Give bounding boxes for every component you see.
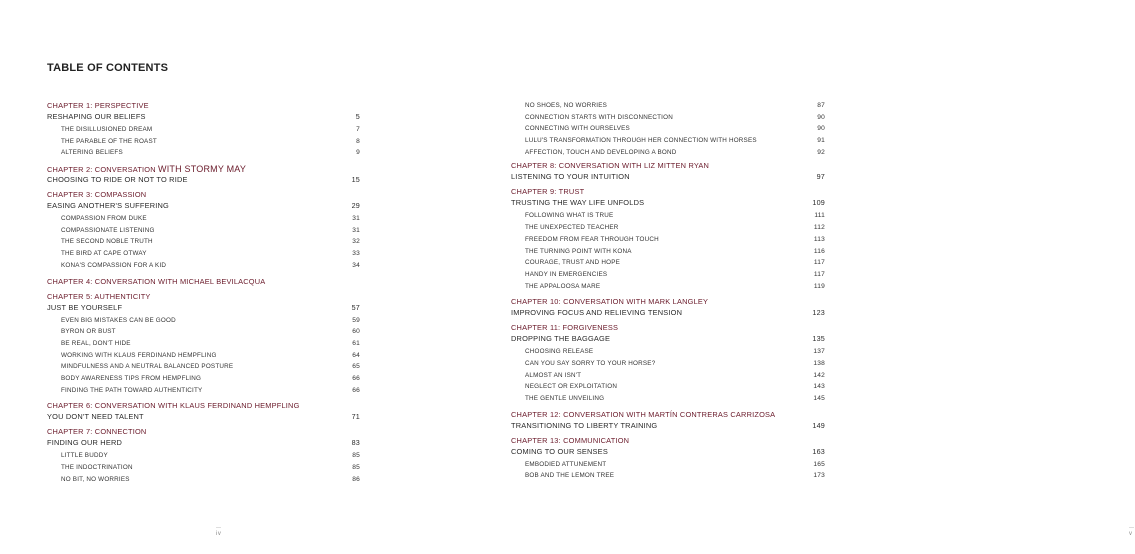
chapter-block	[47, 292, 360, 397]
chapter-block	[47, 277, 360, 287]
toc-entry-label: EVEN BIG MISTAKES CAN BE GOOD	[61, 316, 176, 324]
chapter-title-text: CHAPTER 12: CONVERSATION WITH MARTÍN CONTRERAS CARRIZOSA	[511, 409, 776, 419]
chapter-title[interactable]	[47, 164, 360, 174]
toc-entry-label: ALTERING BELIEFS	[61, 149, 123, 157]
toc-entry-label: CAN YOU SAY SORRY TO YOUR HORSE?	[525, 359, 656, 367]
chapter-subtitle[interactable]	[47, 411, 360, 422]
toc-entry[interactable]	[47, 136, 360, 148]
folio-ornament: —	[1129, 525, 1135, 531]
toc-entry-label: LULU'S TRANSFORMATION THROUGH HER CONNECTION WITH HORSES	[525, 137, 757, 145]
toc-entry-page: 7	[356, 126, 360, 133]
chapter-page: 5	[355, 112, 360, 121]
chapter-title-text: CHAPTER 1: PERSPECTIVE	[47, 101, 149, 110]
chapter-subtitle-text: RESHAPING OUR BELIEFS	[47, 112, 146, 121]
toc-entry-page: 91	[817, 137, 825, 145]
chapter-title[interactable]	[47, 401, 360, 411]
chapter-subtitle-text: TRANSITIONING TO LIBERTY TRAINING	[511, 420, 658, 430]
toc-entry-page: 60	[352, 328, 360, 336]
chapter-block	[511, 323, 825, 404]
toc-entry[interactable]	[511, 222, 825, 234]
chapter-title-text: CHAPTER 11: FORGIVENESS	[511, 323, 619, 333]
toc-entry-label: LITTLE BUDDY	[61, 452, 108, 460]
toc-entry[interactable]	[511, 257, 825, 269]
chapter-subtitle-text: TRUSTING THE WAY LIFE UNFOLDS	[511, 198, 645, 208]
toc-entry[interactable]	[47, 124, 360, 136]
chapter-page: 149	[812, 420, 825, 430]
toc-entry[interactable]	[47, 260, 360, 272]
toc-entry-page: 33	[352, 250, 360, 258]
chapter-subtitle-text: CHOOSING TO RIDE OR NOT TO RIDE	[47, 175, 188, 185]
toc-entry-label: BOB AND THE LEMON TREE	[525, 472, 615, 480]
chapter-page: 57	[351, 302, 360, 312]
toc-entry-page: 66	[352, 386, 360, 394]
continued-items	[511, 100, 825, 158]
toc-entry-label: WORKING WITH KLAUS FERDINAND HEMPFLING	[61, 351, 217, 359]
toc-entry-page: 111	[814, 212, 825, 220]
chapter-subtitle[interactable]	[47, 437, 360, 448]
chapter-title-text: CHAPTER 5: AUTHENTICITY	[47, 291, 151, 301]
toc-entry-label: COMPASSION FROM DUKE	[61, 215, 147, 223]
toc-entry[interactable]	[511, 123, 825, 135]
chapter-title[interactable]	[47, 427, 360, 437]
chapter-block	[47, 401, 360, 422]
toc-entry-label: NO SHOES, NO WORRIES	[525, 102, 608, 109]
chapter-title-text: CHAPTER 7: CONNECTION	[47, 427, 147, 437]
toc-entry-label: CONNECTING WITH OURSELVES	[525, 125, 630, 133]
chapter-title-text: CHAPTER 9: TRUST	[511, 187, 585, 197]
toc-entry-label: COURAGE, TRUST AND HOPE	[525, 259, 620, 267]
toc-entry[interactable]	[511, 135, 825, 147]
chapter-title[interactable]	[511, 187, 825, 197]
toc-entry[interactable]	[47, 213, 360, 225]
toc-entry-label: THE DISILLUSIONED DREAM	[61, 126, 153, 133]
toc-entry[interactable]	[511, 281, 825, 293]
chapter-title-text: CHAPTER 10: CONVERSATION WITH MARK LANGLEY	[511, 297, 709, 307]
chapter-title[interactable]	[511, 297, 825, 307]
toc-entry[interactable]	[511, 147, 825, 159]
toc-entry-label: NEGLECT OR EXPLOITATION	[525, 383, 618, 391]
chapter-subtitle[interactable]	[47, 302, 360, 313]
toc-entry[interactable]	[511, 459, 825, 471]
toc-entry[interactable]	[47, 315, 360, 327]
chapter-page: 29	[351, 201, 360, 211]
chapter-subtitle[interactable]	[47, 200, 360, 211]
toc-entry-label: THE GENTLE UNVEILING	[525, 395, 605, 402]
toc-entry[interactable]	[47, 373, 360, 385]
toc-entry-label: THE INDOCTRINATION	[61, 464, 133, 471]
folio-left-number: iv	[216, 531, 222, 537]
toc-entry-page: 119	[813, 282, 825, 290]
toc-entry-page: 85	[352, 452, 360, 460]
chapter-title[interactable]	[511, 436, 825, 446]
chapter-block	[47, 190, 360, 271]
toc-entry[interactable]	[47, 326, 360, 338]
right-chapters	[511, 161, 825, 482]
toc-entry-page: 61	[352, 339, 360, 347]
chapter-title-text: CHAPTER 4: CONVERSATION WITH MICHAEL BEVILACQUA	[47, 276, 266, 286]
toc-entry-page: 85	[352, 464, 360, 471]
left-page	[0, 0, 450, 554]
toc-entry[interactable]	[47, 462, 360, 474]
toc-entry-page: 92	[817, 148, 825, 156]
toc-entry-page: 65	[352, 363, 360, 371]
toc-entry-label: KONA'S COMPASSION FOR A KID	[61, 261, 167, 269]
chapter-block	[47, 101, 360, 159]
toc-right-column	[511, 100, 825, 487]
chapter-subtitle[interactable]	[47, 174, 360, 185]
toc-entry[interactable]	[511, 370, 825, 382]
chapter-title-emphasis: WITH STORMY MAY	[158, 164, 247, 175]
toc-entry[interactable]	[47, 236, 360, 248]
toc-entry[interactable]	[511, 246, 825, 258]
chapter-subtitle[interactable]	[511, 333, 825, 344]
toc-entry[interactable]	[47, 225, 360, 237]
right-page	[450, 0, 1135, 554]
chapter-title-text: CHAPTER 8: CONVERSATION WITH LIZ MITTEN RYAN	[511, 161, 710, 171]
toc-entry-page: 86	[352, 475, 360, 483]
folio-left	[216, 526, 222, 537]
chapter-page: 109	[812, 198, 825, 208]
toc-entry-page: 112	[813, 224, 825, 232]
toc-entry-label: BE REAL, DON'T HIDE	[61, 339, 131, 347]
chapter-title-text: CHAPTER 3: COMPASSION	[47, 190, 147, 200]
chapter-page: 71	[351, 412, 360, 422]
chapter-page: 135	[812, 334, 825, 344]
toc-entry[interactable]	[47, 385, 360, 397]
toc-entry[interactable]	[511, 112, 825, 124]
toc-entry-page: 117	[813, 270, 825, 278]
toc-entry-page: 66	[352, 374, 360, 382]
toc-entry-page: 9	[356, 149, 360, 157]
toc-entry-page: 8	[356, 137, 360, 145]
chapter-subtitle[interactable]	[511, 446, 825, 457]
toc-entry-page: 117	[813, 259, 825, 267]
page-title: TABLE OF CONTENTS	[47, 62, 169, 74]
toc-entry-label: FOLLOWING WHAT IS TRUE	[525, 212, 614, 220]
chapter-title-text: CHAPTER 2: CONVERSATION	[47, 165, 159, 175]
chapter-title[interactable]	[511, 323, 825, 333]
toc-entry-label: THE TURNING POINT WITH KONA	[525, 247, 632, 255]
toc-entry-page: 32	[352, 238, 360, 246]
chapter-block	[511, 297, 825, 318]
toc-entry-label: AFFECTION, TOUCH AND DEVELOPING A BOND	[525, 148, 677, 156]
toc-entry-page: 31	[352, 215, 360, 223]
toc-entry-page: 143	[813, 383, 825, 391]
toc-entry-page: 90	[817, 125, 825, 133]
toc-entry-label: NO BIT, NO WORRIES	[61, 475, 130, 483]
toc-entry-page: 137	[813, 348, 825, 356]
chapter-subtitle-text: FINDING OUR HERD	[47, 438, 123, 448]
chapter-page: 123	[812, 308, 825, 318]
chapter-subtitle-text: JUST BE YOURSELF	[47, 302, 123, 312]
folio-right	[1129, 526, 1135, 537]
toc-entry-page: 113	[813, 235, 825, 243]
toc-entry[interactable]	[511, 100, 825, 112]
chapter-subtitle[interactable]	[511, 197, 825, 208]
toc-entry-label: THE SECOND NOBLE TRUTH	[61, 238, 153, 246]
toc-entry-label: BYRON OR BUST	[61, 328, 116, 336]
chapter-title[interactable]	[47, 292, 360, 302]
toc-entry[interactable]	[511, 346, 825, 358]
toc-entry-label: THE APPALOOSA MARE	[525, 282, 601, 290]
chapter-title[interactable]	[511, 410, 825, 420]
chapter-title[interactable]	[47, 101, 360, 111]
toc-left-column	[47, 101, 360, 490]
chapter-page: 163	[812, 446, 825, 456]
toc-entry[interactable]	[47, 248, 360, 260]
folio-ornament: —	[216, 525, 222, 531]
chapter-subtitle-text: LISTENING TO YOUR INTUITION	[511, 172, 630, 182]
toc-entry-label: BODY AWARENESS TIPS FROM HEMPFLING	[61, 374, 202, 382]
toc-entry[interactable]	[511, 269, 825, 281]
toc-entry[interactable]	[47, 350, 360, 362]
toc-entry[interactable]	[511, 210, 825, 222]
chapter-block	[511, 187, 825, 292]
toc-entry-page: 145	[813, 395, 825, 402]
toc-entry-label: HANDY IN EMERGENCIES	[525, 270, 608, 278]
chapter-subtitle[interactable]	[47, 111, 360, 122]
chapter-title-text: CHAPTER 13: COMMUNICATION	[511, 435, 630, 445]
chapter-block	[511, 161, 825, 182]
toc-entry-label: FINDING THE PATH TOWARD AUTHENTICITY	[61, 386, 203, 394]
toc-entry-label: CHOOSING RELEASE	[525, 348, 594, 356]
chapter-subtitle[interactable]	[511, 171, 825, 182]
toc-entry-page: 173	[813, 472, 825, 480]
toc-entry-page: 59	[352, 316, 360, 324]
toc-entry-page: 87	[817, 102, 825, 109]
folio-right-number: v	[1129, 531, 1133, 537]
toc-entry-page: 34	[352, 261, 360, 269]
chapter-subtitle-text: DROPPING THE BAGGAGE	[511, 334, 611, 344]
toc-entry[interactable]	[47, 147, 360, 159]
toc-entry-page: 138	[813, 359, 825, 367]
toc-entry-label: THE PARABLE OF THE ROAST	[61, 137, 157, 145]
toc-entry[interactable]	[47, 361, 360, 373]
toc-entry-page: 64	[352, 351, 360, 359]
toc-entry-label: MINDFULNESS AND A NEUTRAL BALANCED POSTURE	[61, 363, 234, 371]
toc-entry-label: EMBODIED ATTUNEMENT	[525, 460, 607, 468]
toc-entry-page: 165	[813, 460, 825, 468]
toc-entry[interactable]	[511, 358, 825, 370]
toc-entry-label: THE BIRD AT CAPE OTWAY	[61, 250, 147, 258]
chapter-page: 83	[351, 438, 360, 448]
chapter-subtitle-text: COMING TO OUR SENSES	[511, 446, 608, 456]
chapter-block	[511, 436, 825, 482]
chapter-block	[47, 427, 360, 485]
chapter-subtitle[interactable]	[511, 307, 825, 318]
toc-entry-label: FREEDOM FROM FEAR THROUGH TOUCH	[525, 235, 659, 243]
chapter-title[interactable]	[511, 161, 825, 171]
toc-entry[interactable]	[47, 450, 360, 462]
toc-entry[interactable]	[511, 393, 825, 405]
toc-entry[interactable]	[47, 474, 360, 486]
chapter-subtitle-text: IMPROVING FOCUS AND RELIEVING TENSION	[511, 308, 683, 318]
toc-entry-label: COMPASSIONATE LISTENING	[61, 226, 155, 234]
chapter-title[interactable]	[47, 190, 360, 200]
toc-entry-label: CONNECTION STARTS WITH DISCONNECTION	[525, 113, 673, 121]
toc-entry[interactable]	[511, 381, 825, 393]
chapter-page: 97	[816, 172, 825, 182]
chapter-subtitle[interactable]	[511, 420, 825, 431]
chapter-subtitle-text: EASING ANOTHER'S SUFFERING	[47, 201, 170, 211]
toc-entry-label: THE UNEXPECTED TEACHER	[525, 224, 619, 232]
chapter-block	[47, 164, 360, 185]
toc-entry-page: 90	[817, 113, 825, 121]
toc-entry[interactable]	[511, 234, 825, 246]
toc-entry-label: ALMOST AN ISN'T	[525, 371, 582, 379]
toc-entry-page: 116	[813, 247, 825, 255]
toc-entry[interactable]	[47, 338, 360, 350]
chapter-title[interactable]	[47, 277, 360, 287]
chapter-title-text: CHAPTER 6: CONVERSATION WITH KLAUS FERDINAND HEMPFLING	[47, 401, 300, 411]
chapter-block	[511, 410, 825, 431]
chapter-subtitle-text: YOU DON'T NEED TALENT	[47, 412, 144, 422]
toc-entry-page: 142	[813, 371, 825, 379]
toc-entry-page: 31	[352, 226, 360, 234]
chapter-page: 15	[351, 175, 360, 185]
toc-entry[interactable]	[511, 470, 825, 482]
